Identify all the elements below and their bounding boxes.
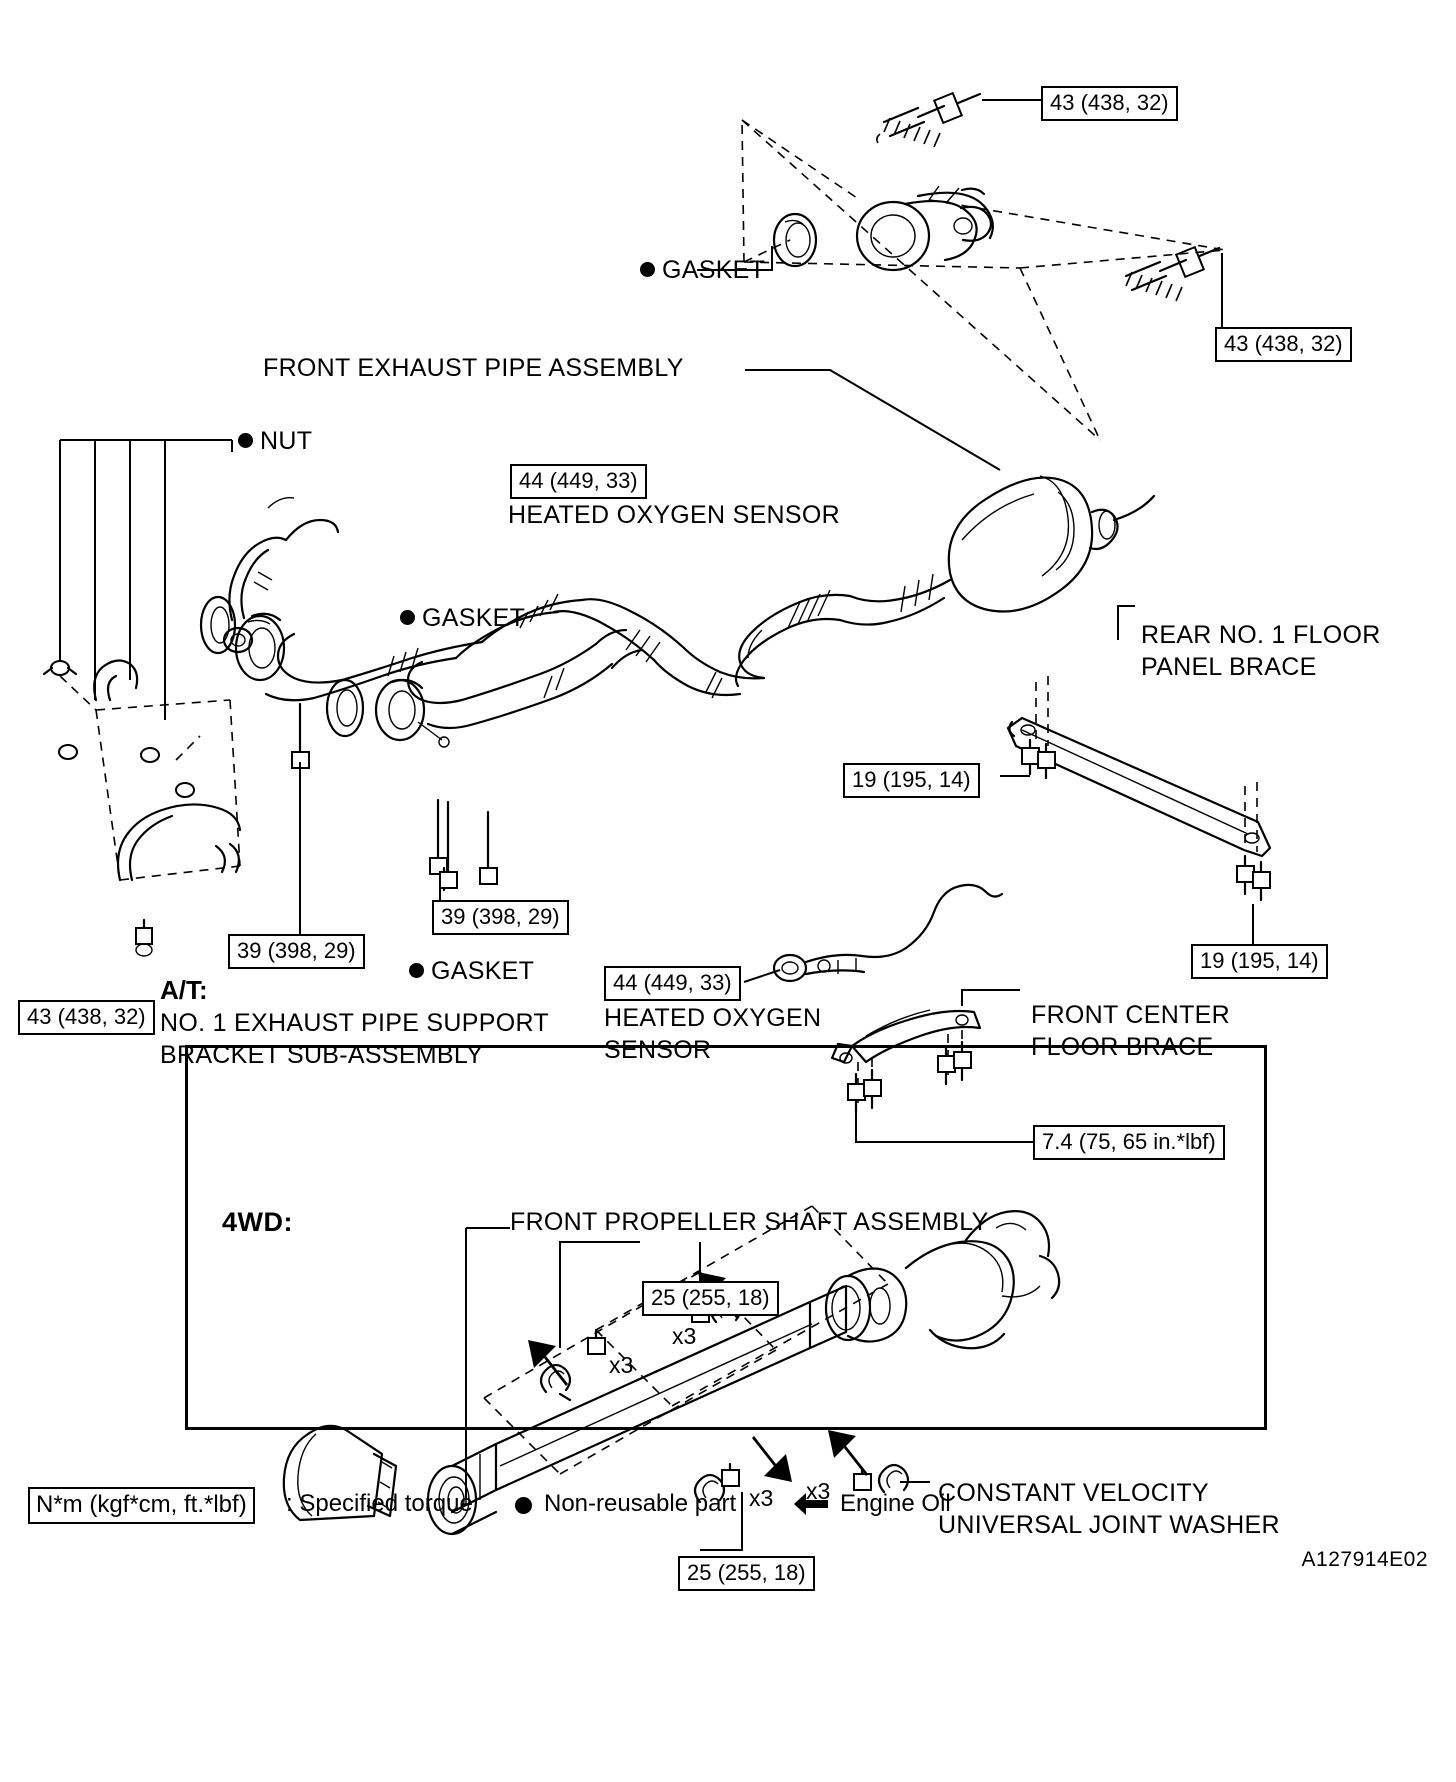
label-gasket-mid: GASKET: [400, 603, 525, 633]
quantity-x3-2: x3: [672, 1323, 697, 1349]
top-bolt-spring-2: [1126, 247, 1219, 301]
dashed-guide-top: [742, 120, 1100, 440]
torque-7-4: 7.4 (75, 65 in.*lbf): [1033, 1125, 1225, 1160]
nonreusable-dot-icon: [515, 1497, 532, 1514]
label-gasket-top: GASKET: [640, 255, 765, 285]
torque-39-left: 39 (398, 29): [228, 934, 365, 969]
quantity-x3-1: x3: [609, 1352, 634, 1378]
label-support-bracket-line2: BRACKET SUB-ASSEMBLY: [160, 1041, 484, 1069]
gasket-ring-top: [774, 214, 816, 266]
legend-nonreusable-text: Non-reusable part: [544, 1490, 737, 1517]
front-flange-lower: [376, 680, 449, 747]
label-support-bracket-line1: NO. 1 EXHAUST PIPE SUPPORT: [160, 1009, 549, 1037]
engine-oil-arrow-icon: [794, 1493, 828, 1515]
label-cv-joint-washer-2: UNIVERSAL JOINT WASHER: [938, 1511, 1280, 1539]
flange-bolts: [292, 704, 497, 890]
leader-front-exhaust-pipe: [745, 370, 1000, 470]
label-cv-joint-washer-1: CONSTANT VELOCITY: [938, 1479, 1209, 1507]
rear-no1-floor-panel-brace: [1008, 718, 1270, 856]
quantity-x3-4: x3: [806, 1478, 831, 1504]
label-4wd-tag: 4WD:: [222, 1207, 293, 1237]
torque-25-top: 25 (255, 18): [642, 1281, 779, 1316]
nonreusable-dot-icon: [400, 610, 415, 625]
nonreusable-dot-icon: [409, 963, 424, 978]
torque-19-left: 19 (195, 14): [843, 763, 980, 798]
torque-19-right: 19 (195, 14): [1191, 944, 1328, 979]
torque-43-right: 43 (438, 32): [1215, 327, 1352, 362]
label-nut: NUT: [238, 426, 312, 456]
quantity-x3-3: x3: [749, 1485, 774, 1511]
label-front-propeller-shaft-assembly: FRONT PROPELLER SHAFT ASSEMBLY: [510, 1208, 989, 1236]
torque-43-left: 43 (438, 32): [18, 1000, 155, 1035]
nonreusable-dot-icon: [238, 433, 253, 448]
label-heated-oxygen-sensor-lower-1: HEATED OXYGEN: [604, 1004, 822, 1032]
top-bolt-spring-1: [877, 93, 980, 147]
label-rear-floor-brace-line1: REAR NO. 1 FLOOR: [1141, 621, 1381, 649]
legend-torque-text: : Specified torque: [286, 1490, 473, 1517]
label-rear-floor-brace-line2: PANEL BRACE: [1141, 653, 1317, 681]
front-exhaust-pipe-assembly: [201, 476, 1154, 981]
torque-44-upper: 44 (449, 33): [510, 464, 647, 499]
legend-engine-oil-text: Engine Oil: [840, 1490, 951, 1517]
nonreusable-dot-icon: [640, 262, 655, 277]
legend: [28, 1487, 1228, 1527]
label-front-exhaust-pipe-assembly: FRONT EXHAUST PIPE ASSEMBLY: [263, 354, 684, 382]
label-at-tag: A/T:: [160, 975, 208, 1005]
torque-25-bottom: 25 (255, 18): [678, 1556, 815, 1591]
heated-oxygen-sensor-lower-part: [774, 885, 1002, 981]
inset-4wd-panel: [185, 1045, 1267, 1430]
torque-43-top: 43 (438, 32): [1041, 86, 1178, 121]
label-heated-oxygen-sensor-lower-2: SENSOR: [604, 1036, 712, 1064]
torque-44-lower: 44 (449, 33): [604, 966, 741, 1001]
label-gasket-lower: GASKET: [409, 956, 534, 986]
rear-brace-bolts: [1022, 740, 1270, 900]
label-heated-oxygen-sensor-upper: HEATED OXYGEN SENSOR: [508, 501, 840, 529]
exhaust-flange-bracket: [857, 186, 993, 270]
heated-oxygen-sensor-upper-part: [224, 498, 338, 652]
label-front-center-floor-brace-2: FLOOR BRACE: [1031, 1033, 1214, 1061]
torque-39-mid: 39 (398, 29): [432, 900, 569, 935]
front-flange-upper: [236, 614, 284, 680]
label-front-center-floor-brace-1: FRONT CENTER: [1031, 1001, 1230, 1029]
legend-torque-box: N*m (kgf*cm, ft.*lbf): [28, 1487, 255, 1524]
figure-code: A127914E02: [1301, 1548, 1428, 1571]
